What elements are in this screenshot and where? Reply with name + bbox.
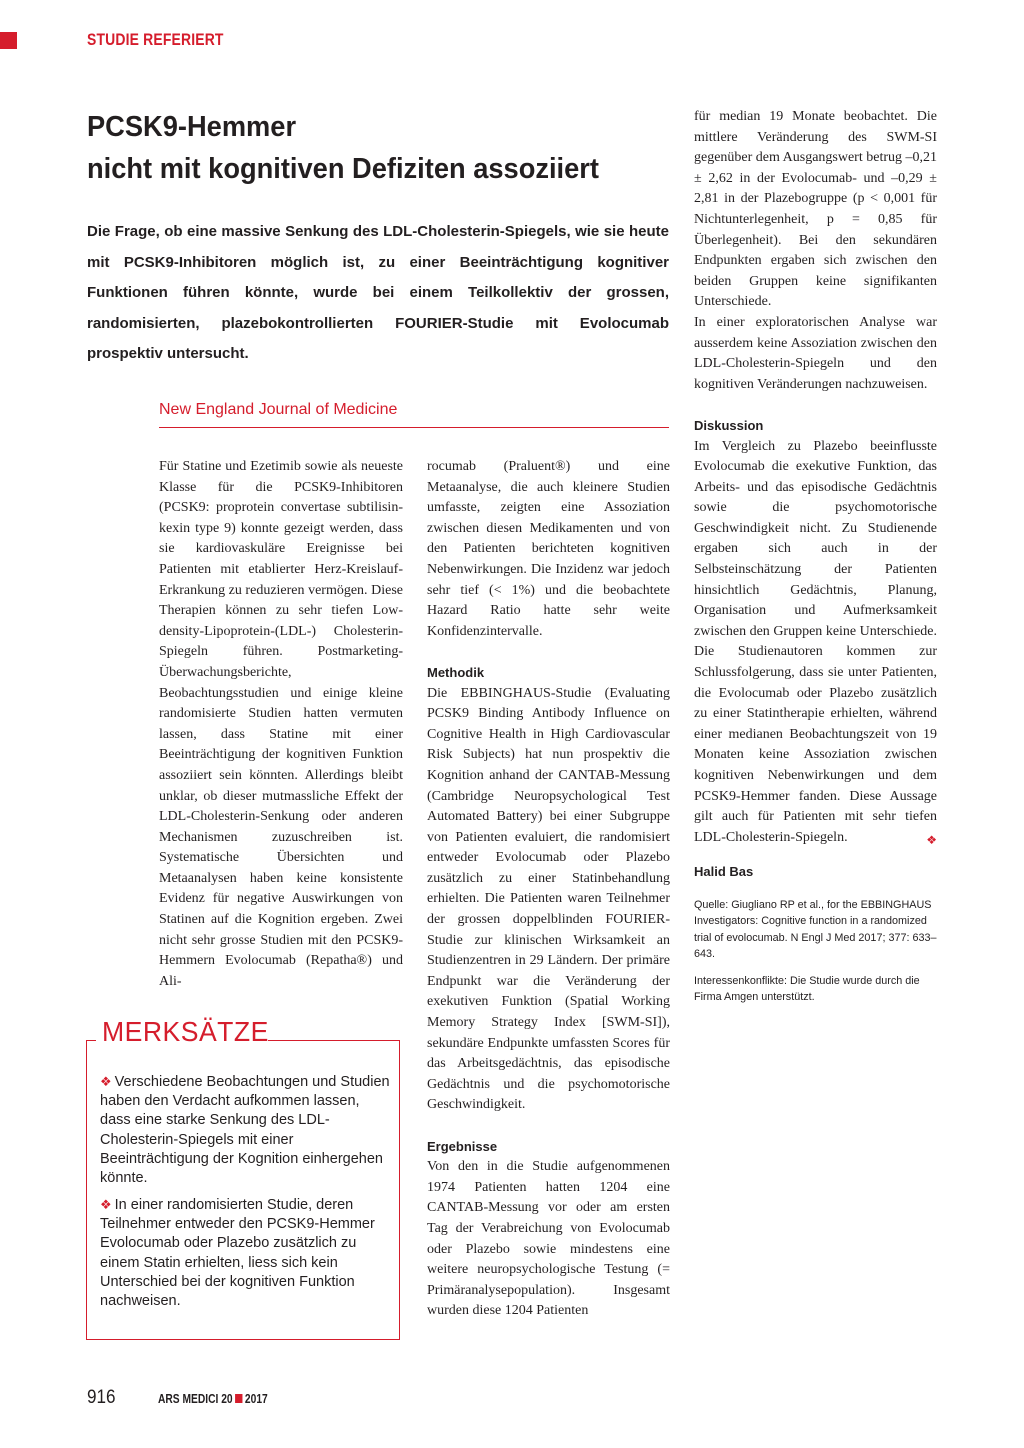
article-title-line-2: nicht mit kognitiven Defiziten assoziiert	[87, 153, 599, 185]
journal-source: New England Journal of Medicine	[159, 401, 398, 418]
journal-divider	[159, 427, 669, 428]
diamond-bullet-icon: ❖	[100, 1197, 112, 1212]
page-number: 916	[87, 1387, 116, 1408]
footer-journal	[158, 1392, 268, 1406]
article-title	[87, 106, 623, 190]
intro-continuation: rocumab (Praluent®) und eine Metaanalyse, die auch kleinere Studien umfasste, zeigten eine Assoziation zwischen diesen Medikamenten und von den Patienten berichteten kognitiven Nebenwirkungen. Die Inzidenz war jedoch sehr tief (< 1%) und die beobachtete Hazard Ratio hatte sehr weite Konfidenzintervalle.	[427, 459, 670, 639]
article-title-line-1: PCSK9-Hemmer	[87, 111, 297, 143]
box-top-border-left	[86, 1040, 96, 1041]
intro-paragraph: Für Statine und Ezetimib sowie als neueste Klasse für die PCSK9-Inhibitoren (PCSK9: proprotein convertase subtilisin-kexin type 9) konnte gezeigt werden, dass sie kardiovaskuläre Ereignisse bei Patienten mit etablierter Herz-Kreislauf-Erkrankung zu reduzieren vermögen. Diese Therapien können zu sehr tiefen Low-density-Lipoprotein-(LDL-) Cholesterin-Spiegeln führen. Postmarketing-Überwachungsberichte, Beobachtungsstudien und einige kleine randomisierte Studien hatten vermuten lassen, dass Statine mit einer Beeinträchtigung der kognitiven Funktion assoziiert sein könnten. Allerdings bleibt unklar, ob dieser mutmassliche Effekt der LDL-Cholesterin-Senkung oder anderen Mechanismen zuzuschreiben ist. Systematische Übersichten und Metaanalysen haben keine konsistente Evidenz für negative Auswirkungen von Statinen auf die Kognition ergeben. Zwei nicht sehr grosse Studien mit den PCSK9-Hemmern Evolocumab (Repatha®) und Ali-	[159, 459, 403, 989]
merksatz-text: Verschiedene Beobachtungen und Studien haben den Verdacht aufkommen lassen, dass eine starke Senkung des LDL-Cholesterin-Spiegels mit einer Beeinträchtigung der Kognition einhergehen könnte.	[100, 1074, 390, 1187]
merksatz-text: In einer randomisierten Studie, deren Teilnehmer entweder den PCSK9-Hemmer Evolocumab oder Plazebo zusätzlich zu einem Statin erhielten, liess sich kein Unterschied bei der kognitiven Funktion nachweisen.	[100, 1197, 375, 1310]
ergebnisse-continuation: für median 19 Monate beobachtet. Die mittlere Veränderung des SWM-SI gegenüber dem Ausgangswert betrug –0,21 ± 2,62 in der Evolocumab- und –0,29 ± 2,81 in der Plazebogruppe (p < 0,001 für Nichtunterlegenheit, p = 0,85 für Überlegenheit). Bei den sekundären Endpunkten ergaben sich zwischen den beiden Gruppen keine signifikanten Unterschiede.	[694, 109, 937, 310]
column-left	[159, 457, 403, 992]
end-mark-icon: ❖	[926, 832, 937, 847]
merksatz-item	[100, 1072, 392, 1188]
box-top-border-right	[268, 1040, 400, 1041]
ergebnisse-paragraph: Von den in die Studie aufgenommenen 1974 Patienten hatten 1204 eine CANTAB-Messung vor oder am ersten Tag der Verabreichung von Evolocumab oder Plazebo sowie mindestens eine weitere neuropsychologische Testung (= Primäranalysepopulation). Insgesamt wurden diese 1204 Patienten	[427, 1159, 670, 1319]
diskussion-heading: Diskussion	[694, 417, 764, 433]
methodik-heading: Methodik	[427, 664, 485, 680]
footer-journal-name: ARS MEDICI 20	[158, 1392, 233, 1406]
header-accent-square	[0, 32, 17, 49]
column-right	[694, 107, 937, 1006]
merksaetze-title: MERKSÄTZE	[102, 1016, 269, 1047]
author-name: Halid Bas	[694, 864, 754, 880]
diskussion-text: Im Vergleich zu Plazebo beeinflusste Evolocumab die exekutive Funktion, das Arbeits- und das episodische Gedächtnis sowie die psychomotorische Geschwindigkeit nicht. Zu Studienende ergaben sich auch in der Selbsteinschätzung der Patienten hinsichtlich Gedächtnis, Planung, Organisation und Aufmerksamkeit zwischen den Gruppen keine Unterschiede. Die Studienautoren kommen zur Schlussfolgerung, dass sie unter Patienten, die Evolocumab oder Plazebo zusätzlich zu einer Statintherapie erhielten, während einer medianen Beobachtungszeit von 19 Monaten keine Assoziation zwischen kognitiven Nebenwirkungen und dem PCSK9-Hemmer fanden. Diese Aussage gilt auch für Patienten mit sehr tiefen LDL-Cholesterin-Spiegeln.	[694, 438, 937, 845]
diamond-bullet-icon: ❖	[100, 1074, 112, 1089]
section-label: STUDIE REFERIERT	[87, 30, 224, 49]
methodik-paragraph: Die EBBINGHAUS-Studie (Evaluating PCSK9 Binding Antibody Influence on Cognitive Health in High Cardiovascular Risk Subjects) hat nun prospektiv die Kognition anhand der CANTAB-Messung (Cambridge Neuropsychological Test Automated Battery) bei einer Subgruppe von Patienten evaluiert, die randomisiert entweder Evolocumab oder Plazebo zusätzlich zu einer Statinbehandlung erhielten. Die Patienten waren Teilnehmer der grossen doppelblinden FOURIER-Studie zur klinischen Wirksamkeit an Studienzentren in 29 Ländern. Der primäre Endpunkt war die Veränderung der exekutiven Funktion (Spatial Working Memory Strategy Index [SWM-SI]), sekundäre Endpunkte umfassten Scores für das Arbeitsgedächtnis, das episodische Gedächtnis und die psychomotorische Geschwindigkeit.	[427, 685, 670, 1113]
article-lead: Die Frage, ob eine massive Senkung des LDL-Cholesterin-Spiegels, wie sie heute mit PCSK9-Inhibitoren möglich ist, zu einer Beeinträchtigung kognitiver Funktionen führen könnte, wurde bei einem Teilkollektiv der grossen, randomisierten, plazebokontrollierten FOURIER-Studie mit Evolocumab prospektiv untersucht.	[87, 223, 669, 362]
footer-square-icon	[235, 1394, 242, 1403]
footer-year: 2017	[244, 1392, 268, 1406]
diskussion-paragraph	[694, 437, 937, 849]
conflict-of-interest: Interessenkonflikte: Die Studie wurde durch die Firma Amgen unterstützt.	[694, 974, 920, 1004]
column-middle	[427, 457, 670, 1322]
merksatz-item	[100, 1195, 392, 1311]
exploratory-paragraph: In einer exploratorischen Analyse war ausserdem keine Assoziation zwischen den LDL-Cholesterin-Spiegeln und den kognitiven Veränderungen nachzuweisen.	[694, 314, 937, 392]
source-citation: Quelle: Giugliano RP et al., for the EBBINGHAUS Investigators: Cognitive function in a randomized trial of evolocumab. N Engl J Med 2017; 377: 633–643.	[694, 898, 937, 961]
ergebnisse-heading: Ergebnisse	[427, 1138, 498, 1154]
